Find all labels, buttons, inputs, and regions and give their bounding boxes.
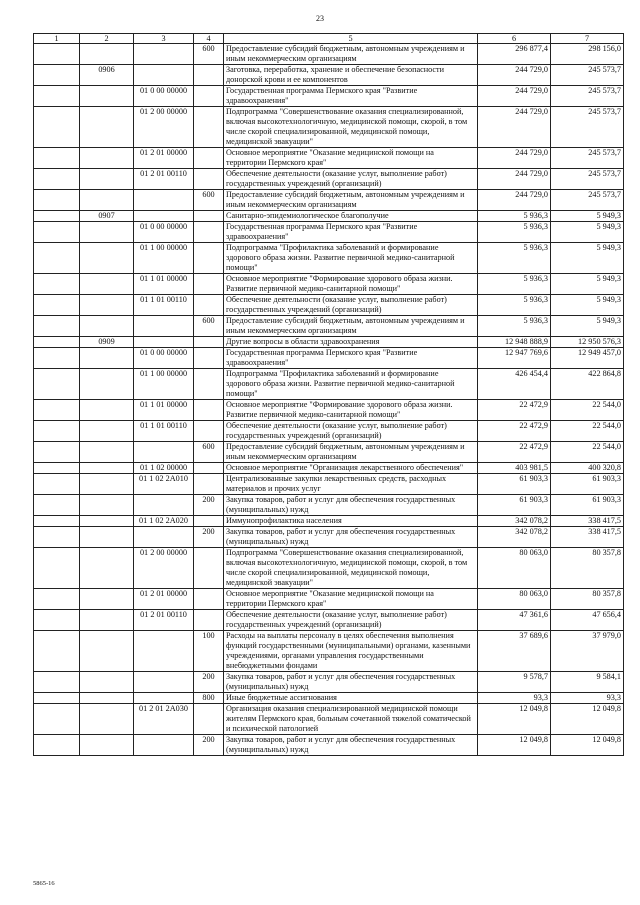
cell-section-code <box>80 400 134 421</box>
cell-amount-year1: 93,3 <box>478 693 551 704</box>
table-row <box>34 495 624 516</box>
cell-amount-year1: 22 472,9 <box>478 400 551 421</box>
cell-expense-type <box>194 610 224 631</box>
cell-ministry-code <box>34 86 80 107</box>
cell-amount-year1: 22 472,9 <box>478 421 551 442</box>
cell-description: Государственная программа Пермского края "Развитие здравоохранения" <box>224 348 478 369</box>
table-row <box>34 211 624 222</box>
cell-target-article: 01 0 00 00000 <box>134 348 194 369</box>
cell-description: Обеспечение деятельности (оказание услуг, выполнение работ) государственных учреждений (организаций) <box>224 610 478 631</box>
cell-description: Санитарно-эпидемиологическое благополучие <box>224 211 478 222</box>
cell-amount-year2: 12 950 576,3 <box>551 337 624 348</box>
cell-amount-year1: 5 936,3 <box>478 316 551 337</box>
cell-target-article: 01 2 01 00110 <box>134 169 194 190</box>
cell-description: Обеспечение деятельности (оказание услуг, выполнение работ) государственных учреждений (организаций) <box>224 421 478 442</box>
cell-amount-year1: 61 903,3 <box>478 495 551 516</box>
cell-expense-type <box>194 169 224 190</box>
cell-section-code <box>80 295 134 316</box>
cell-amount-year2: 12 049,8 <box>551 704 624 735</box>
cell-target-article <box>134 735 194 756</box>
table-row <box>34 222 624 243</box>
cell-expense-type: 100 <box>194 631 224 672</box>
cell-description: Предоставление субсидий бюджетным, автономным учреждениям и иным некоммерческим организациям <box>224 44 478 65</box>
cell-amount-year2: 12 049,8 <box>551 735 624 756</box>
cell-description: Основное мероприятие "Формирование здорового образа жизни. Развитие первичной медико-санитарной помощи" <box>224 400 478 421</box>
cell-amount-year2: 22 544,0 <box>551 442 624 463</box>
cell-section-code: 0906 <box>80 65 134 86</box>
cell-ministry-code <box>34 463 80 474</box>
cell-amount-year1: 244 729,0 <box>478 107 551 148</box>
cell-target-article: 01 2 01 00000 <box>134 148 194 169</box>
table-row <box>34 548 624 589</box>
cell-target-article <box>134 527 194 548</box>
cell-target-article <box>134 631 194 672</box>
cell-amount-year1: 244 729,0 <box>478 148 551 169</box>
cell-target-article: 01 2 00 00000 <box>134 548 194 589</box>
column-number: 1 <box>34 34 80 44</box>
cell-description: Подпрограмма "Совершенствование оказания специализированной, включая высокотехнологичную, медицинской помощи, скорой, в том числе скорой специализированной, медицинской помощи, медицинской эвакуации" <box>224 107 478 148</box>
column-number-row <box>34 34 624 44</box>
table-row <box>34 348 624 369</box>
cell-section-code <box>80 243 134 274</box>
cell-amount-year1: 5 936,3 <box>478 274 551 295</box>
cell-amount-year2: 245 573,7 <box>551 148 624 169</box>
cell-expense-type <box>194 86 224 107</box>
table-row <box>34 463 624 474</box>
cell-amount-year2: 5 949,3 <box>551 316 624 337</box>
cell-target-article <box>134 44 194 65</box>
cell-description: Заготовка, переработка, хранение и обеспечение безопасности донорской крови и ее компонентов <box>224 65 478 86</box>
cell-target-article <box>134 65 194 86</box>
cell-expense-type <box>194 295 224 316</box>
cell-amount-year2: 22 544,0 <box>551 400 624 421</box>
cell-section-code <box>80 107 134 148</box>
cell-section-code <box>80 704 134 735</box>
cell-description: Организация оказания специализированной медицинской помощи жителям Пермского края, больным сочетанной тяжелой соматической и психической патологией <box>224 704 478 735</box>
table-row <box>34 527 624 548</box>
table-row <box>34 337 624 348</box>
cell-ministry-code <box>34 548 80 589</box>
cell-expense-type: 800 <box>194 693 224 704</box>
cell-ministry-code <box>34 190 80 211</box>
cell-target-article: 01 1 01 00000 <box>134 400 194 421</box>
cell-ministry-code <box>34 348 80 369</box>
cell-expense-type: 600 <box>194 44 224 65</box>
table-row <box>34 672 624 693</box>
cell-amount-year2: 22 544,0 <box>551 421 624 442</box>
cell-section-code <box>80 631 134 672</box>
table-row <box>34 442 624 463</box>
cell-ministry-code <box>34 169 80 190</box>
cell-expense-type <box>194 222 224 243</box>
cell-expense-type <box>194 65 224 86</box>
cell-target-article: 01 0 00 00000 <box>134 86 194 107</box>
cell-expense-type <box>194 274 224 295</box>
cell-amount-year2: 12 949 457,0 <box>551 348 624 369</box>
cell-ministry-code <box>34 672 80 693</box>
cell-expense-type: 200 <box>194 735 224 756</box>
cell-target-article: 01 1 00 00000 <box>134 243 194 274</box>
cell-ministry-code <box>34 243 80 274</box>
cell-ministry-code <box>34 474 80 495</box>
cell-amount-year1: 244 729,0 <box>478 169 551 190</box>
cell-expense-type: 600 <box>194 190 224 211</box>
cell-amount-year1: 426 454,4 <box>478 369 551 400</box>
cell-section-code <box>80 442 134 463</box>
table-row <box>34 400 624 421</box>
cell-ministry-code <box>34 516 80 527</box>
cell-amount-year1: 296 877,4 <box>478 44 551 65</box>
cell-ministry-code <box>34 211 80 222</box>
cell-ministry-code <box>34 421 80 442</box>
cell-description: Предоставление субсидий бюджетным, автономным учреждениям и иным некоммерческим организациям <box>224 442 478 463</box>
cell-amount-year1: 61 903,3 <box>478 474 551 495</box>
cell-amount-year1: 5 936,3 <box>478 211 551 222</box>
cell-expense-type <box>194 463 224 474</box>
cell-section-code <box>80 169 134 190</box>
cell-ministry-code <box>34 274 80 295</box>
cell-description: Закупка товаров, работ и услуг для обеспечения государственных (муниципальных) нужд <box>224 527 478 548</box>
table-row <box>34 148 624 169</box>
cell-amount-year2: 80 357,8 <box>551 548 624 589</box>
cell-section-code <box>80 316 134 337</box>
budget-table <box>33 33 624 756</box>
column-number: 4 <box>194 34 224 44</box>
cell-amount-year2: 93,3 <box>551 693 624 704</box>
cell-section-code <box>80 44 134 65</box>
cell-description: Основное мероприятие "Формирование здорового образа жизни. Развитие первичной медико-санитарной помощи" <box>224 274 478 295</box>
cell-amount-year2: 338 417,5 <box>551 527 624 548</box>
cell-target-article <box>134 337 194 348</box>
cell-amount-year2: 5 949,3 <box>551 274 624 295</box>
cell-expense-type <box>194 243 224 274</box>
cell-section-code <box>80 548 134 589</box>
cell-description: Подпрограмма "Профилактика заболеваний и формирование здорового образа жизни. Развитие первичной медико-санитарной помощи" <box>224 243 478 274</box>
cell-description: Основное мероприятие "Оказание медицинской помощи на территории Пермского края" <box>224 148 478 169</box>
cell-ministry-code <box>34 222 80 243</box>
cell-section-code <box>80 463 134 474</box>
column-number: 6 <box>478 34 551 44</box>
cell-target-article: 01 2 01 2А030 <box>134 704 194 735</box>
table-row <box>34 169 624 190</box>
cell-section-code <box>80 148 134 169</box>
cell-amount-year1: 5 936,3 <box>478 243 551 274</box>
cell-ministry-code <box>34 337 80 348</box>
cell-target-article <box>134 495 194 516</box>
cell-amount-year2: 5 949,3 <box>551 211 624 222</box>
cell-description: Предоставление субсидий бюджетным, автономным учреждениям и иным некоммерческим организациям <box>224 316 478 337</box>
table-row <box>34 243 624 274</box>
cell-expense-type <box>194 548 224 589</box>
document-code: 5865-16 <box>33 880 55 887</box>
cell-target-article <box>134 190 194 211</box>
page-number: 23 <box>316 14 324 23</box>
cell-amount-year1: 342 078,2 <box>478 516 551 527</box>
cell-amount-year1: 244 729,0 <box>478 65 551 86</box>
cell-section-code <box>80 222 134 243</box>
table-row <box>34 421 624 442</box>
cell-section-code <box>80 369 134 400</box>
cell-ministry-code <box>34 148 80 169</box>
cell-section-code <box>80 735 134 756</box>
cell-section-code <box>80 86 134 107</box>
cell-section-code <box>80 348 134 369</box>
table-row <box>34 274 624 295</box>
cell-amount-year2: 37 979,0 <box>551 631 624 672</box>
cell-amount-year1: 9 578,7 <box>478 672 551 693</box>
cell-ministry-code <box>34 495 80 516</box>
table-row <box>34 190 624 211</box>
table-row <box>34 65 624 86</box>
cell-target-article: 01 1 00 00000 <box>134 369 194 400</box>
cell-target-article <box>134 316 194 337</box>
cell-expense-type <box>194 589 224 610</box>
cell-expense-type <box>194 516 224 527</box>
cell-section-code <box>80 421 134 442</box>
cell-amount-year2: 400 320,8 <box>551 463 624 474</box>
cell-amount-year2: 47 656,4 <box>551 610 624 631</box>
cell-amount-year1: 12 948 888,9 <box>478 337 551 348</box>
cell-ministry-code <box>34 693 80 704</box>
cell-target-article: 01 1 01 00110 <box>134 421 194 442</box>
cell-description: Иные бюджетные ассигнования <box>224 693 478 704</box>
cell-expense-type <box>194 107 224 148</box>
cell-amount-year1: 244 729,0 <box>478 190 551 211</box>
cell-amount-year1: 12 947 769,6 <box>478 348 551 369</box>
cell-description: Иммунопрофилактика населения <box>224 516 478 527</box>
cell-amount-year1: 12 049,8 <box>478 704 551 735</box>
cell-expense-type <box>194 348 224 369</box>
cell-target-article <box>134 442 194 463</box>
cell-description: Расходы на выплаты персоналу в целях обеспечения выполнения функций государственными (муниципальными) органами, казенными учреждениями, органами управления государственными внебюджетными фондами <box>224 631 478 672</box>
cell-section-code <box>80 610 134 631</box>
cell-amount-year2: 422 864,8 <box>551 369 624 400</box>
cell-amount-year1: 5 936,3 <box>478 222 551 243</box>
cell-section-code <box>80 589 134 610</box>
table-row <box>34 589 624 610</box>
column-number: 5 <box>224 34 478 44</box>
cell-description: Подпрограмма "Профилактика заболеваний и формирование здорового образа жизни. Развитие первичной медико-санитарной помощи" <box>224 369 478 400</box>
cell-ministry-code <box>34 107 80 148</box>
cell-amount-year2: 5 949,3 <box>551 243 624 274</box>
cell-expense-type: 200 <box>194 672 224 693</box>
cell-amount-year1: 5 936,3 <box>478 295 551 316</box>
cell-target-article <box>134 672 194 693</box>
cell-description: Другие вопросы в области здравоохранения <box>224 337 478 348</box>
table-row <box>34 631 624 672</box>
cell-section-code <box>80 274 134 295</box>
cell-target-article <box>134 693 194 704</box>
table-row <box>34 516 624 527</box>
table-row <box>34 316 624 337</box>
cell-section-code <box>80 474 134 495</box>
cell-description: Закупка товаров, работ и услуг для обеспечения государственных (муниципальных) нужд <box>224 735 478 756</box>
cell-expense-type: 200 <box>194 527 224 548</box>
table-row <box>34 693 624 704</box>
cell-target-article: 01 2 01 00000 <box>134 589 194 610</box>
cell-expense-type <box>194 704 224 735</box>
cell-description: Обеспечение деятельности (оказание услуг, выполнение работ) государственных учреждений (организаций) <box>224 169 478 190</box>
cell-ministry-code <box>34 369 80 400</box>
cell-amount-year2: 245 573,7 <box>551 169 624 190</box>
cell-target-article: 01 1 02 2А020 <box>134 516 194 527</box>
cell-expense-type <box>194 337 224 348</box>
cell-description: Централизованные закупки лекарственных средств, расходных материалов и прочих услуг <box>224 474 478 495</box>
cell-amount-year1: 403 981,5 <box>478 463 551 474</box>
cell-expense-type <box>194 369 224 400</box>
cell-amount-year2: 61 903,3 <box>551 474 624 495</box>
cell-expense-type <box>194 400 224 421</box>
table-row <box>34 474 624 495</box>
cell-ministry-code <box>34 589 80 610</box>
cell-ministry-code <box>34 631 80 672</box>
cell-description: Закупка товаров, работ и услуг для обеспечения государственных (муниципальных) нужд <box>224 495 478 516</box>
cell-section-code <box>80 190 134 211</box>
cell-ministry-code <box>34 704 80 735</box>
cell-amount-year2: 298 156,0 <box>551 44 624 65</box>
cell-expense-type: 200 <box>194 495 224 516</box>
table-row <box>34 295 624 316</box>
table-row <box>34 735 624 756</box>
cell-description: Закупка товаров, работ и услуг для обеспечения государственных (муниципальных) нужд <box>224 672 478 693</box>
cell-amount-year2: 338 417,5 <box>551 516 624 527</box>
cell-expense-type <box>194 421 224 442</box>
cell-description: Основное мероприятие "Организация лекарственного обеспечения" <box>224 463 478 474</box>
cell-description: Обеспечение деятельности (оказание услуг, выполнение работ) государственных учреждений (организаций) <box>224 295 478 316</box>
cell-amount-year1: 22 472,9 <box>478 442 551 463</box>
cell-amount-year1: 342 078,2 <box>478 527 551 548</box>
cell-section-code <box>80 693 134 704</box>
cell-section-code <box>80 527 134 548</box>
table-body <box>34 44 624 756</box>
cell-amount-year1: 80 063,0 <box>478 548 551 589</box>
cell-target-article <box>134 211 194 222</box>
cell-expense-type: 600 <box>194 316 224 337</box>
cell-expense-type <box>194 148 224 169</box>
cell-amount-year1: 47 361,6 <box>478 610 551 631</box>
cell-amount-year1: 244 729,0 <box>478 86 551 107</box>
cell-ministry-code <box>34 400 80 421</box>
cell-amount-year2: 61 903,3 <box>551 495 624 516</box>
cell-section-code <box>80 672 134 693</box>
cell-target-article: 01 1 01 00110 <box>134 295 194 316</box>
cell-amount-year2: 245 573,7 <box>551 65 624 86</box>
table-row <box>34 369 624 400</box>
table-row <box>34 86 624 107</box>
cell-ministry-code <box>34 442 80 463</box>
cell-ministry-code <box>34 44 80 65</box>
cell-ministry-code <box>34 65 80 86</box>
cell-ministry-code <box>34 610 80 631</box>
cell-expense-type <box>194 211 224 222</box>
cell-section-code: 0909 <box>80 337 134 348</box>
cell-amount-year2: 245 573,7 <box>551 190 624 211</box>
cell-description: Подпрограмма "Совершенствование оказания специализированной, включая высокотехнологичную, медицинской помощи, скорой, в том числе скорой специализированной, медицинской помощи, медицинской эвакуации" <box>224 548 478 589</box>
cell-amount-year2: 9 584,1 <box>551 672 624 693</box>
cell-description: Основное мероприятие "Оказание медицинской помощи на территории Пермского края" <box>224 589 478 610</box>
cell-ministry-code <box>34 316 80 337</box>
cell-amount-year2: 5 949,3 <box>551 295 624 316</box>
cell-ministry-code <box>34 527 80 548</box>
cell-amount-year2: 5 949,3 <box>551 222 624 243</box>
cell-expense-type: 600 <box>194 442 224 463</box>
cell-amount-year2: 245 573,7 <box>551 86 624 107</box>
cell-target-article: 01 0 00 00000 <box>134 222 194 243</box>
cell-amount-year1: 80 063,0 <box>478 589 551 610</box>
cell-amount-year2: 80 357,8 <box>551 589 624 610</box>
cell-target-article: 01 1 01 00000 <box>134 274 194 295</box>
table-row <box>34 44 624 65</box>
table-row <box>34 704 624 735</box>
cell-target-article: 01 1 02 2А010 <box>134 474 194 495</box>
cell-amount-year2: 245 573,7 <box>551 107 624 148</box>
cell-description: Предоставление субсидий бюджетным, автономным учреждениям и иным некоммерческим организациям <box>224 190 478 211</box>
column-number: 7 <box>551 34 624 44</box>
cell-target-article: 01 2 01 00110 <box>134 610 194 631</box>
cell-ministry-code <box>34 735 80 756</box>
table-row <box>34 107 624 148</box>
cell-amount-year1: 37 689,6 <box>478 631 551 672</box>
cell-expense-type <box>194 474 224 495</box>
cell-target-article: 01 1 02 00000 <box>134 463 194 474</box>
cell-description: Государственная программа Пермского края "Развитие здравоохранения" <box>224 222 478 243</box>
cell-ministry-code <box>34 295 80 316</box>
cell-description: Государственная программа Пермского края "Развитие здравоохранения" <box>224 86 478 107</box>
cell-section-code <box>80 495 134 516</box>
cell-section-code: 0907 <box>80 211 134 222</box>
column-number: 2 <box>80 34 134 44</box>
table-row <box>34 610 624 631</box>
cell-section-code <box>80 516 134 527</box>
column-number: 3 <box>134 34 194 44</box>
cell-amount-year1: 12 049,8 <box>478 735 551 756</box>
cell-target-article: 01 2 00 00000 <box>134 107 194 148</box>
